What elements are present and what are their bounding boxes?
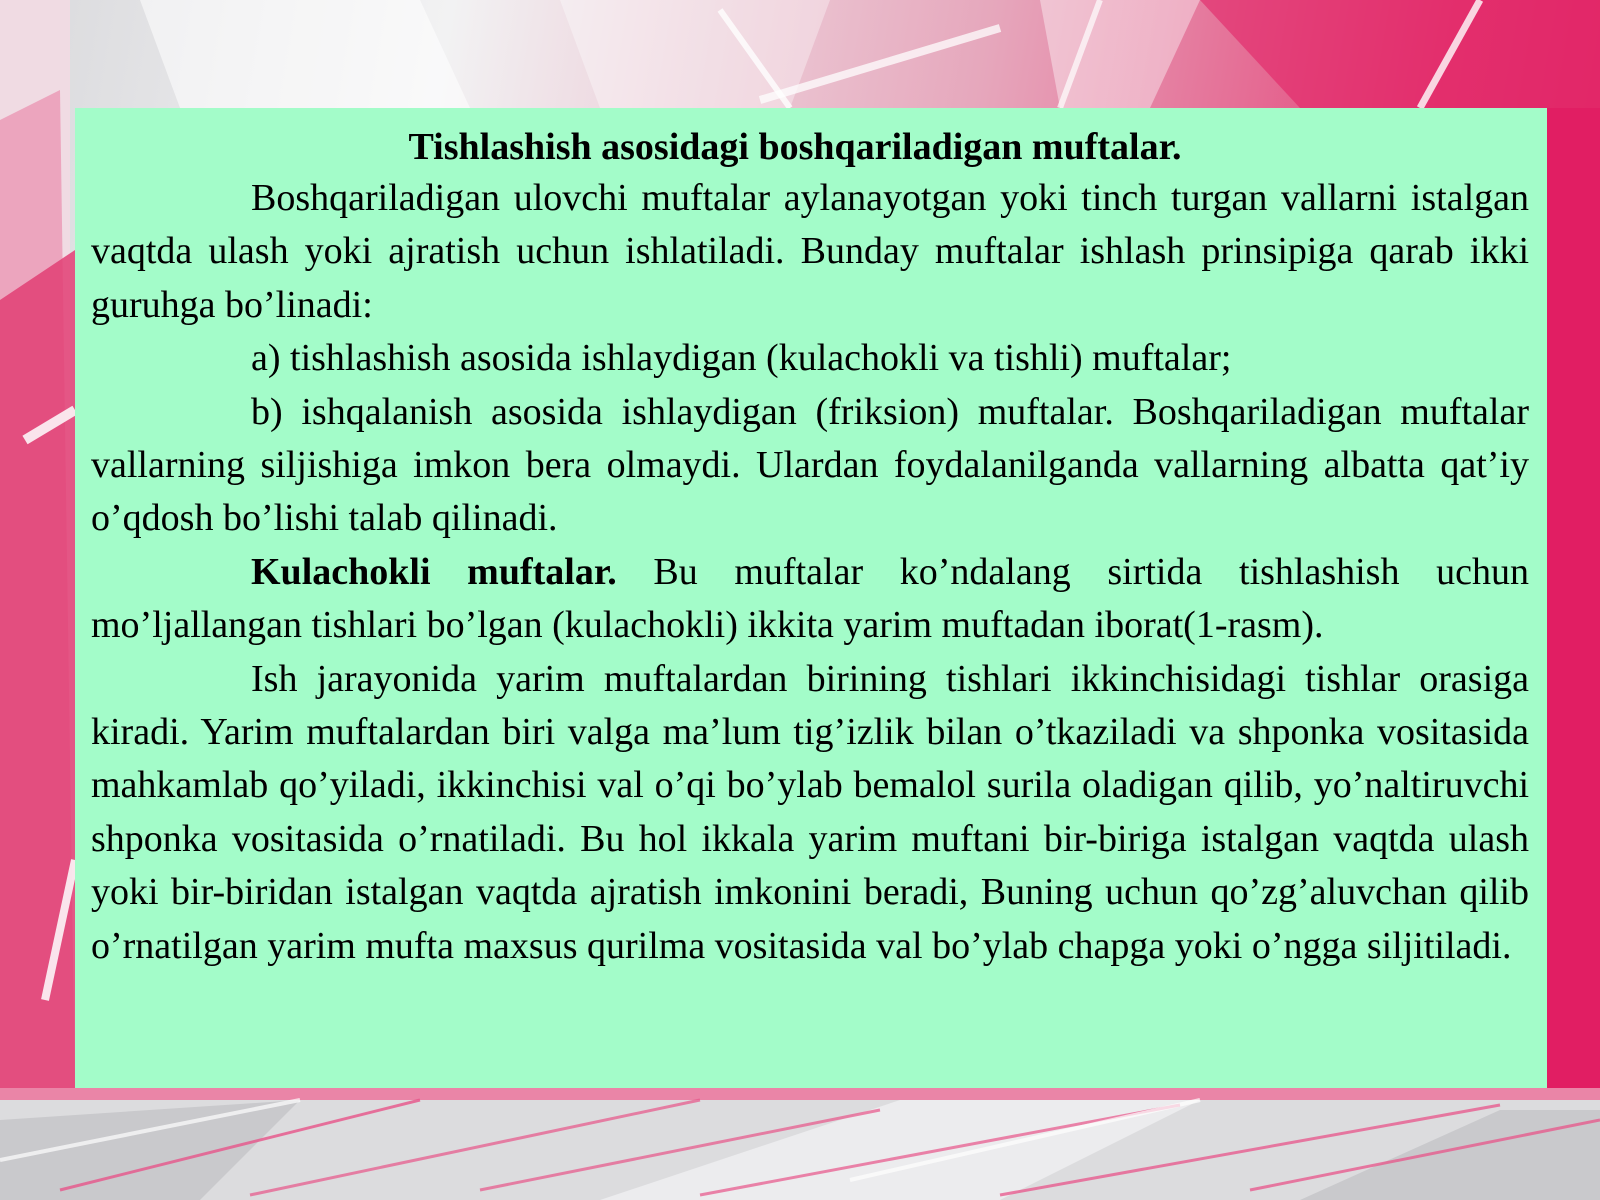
list-item-a: a) tishlashish asosida ishlaydigan (kulachokli va tishli) muftalar; (251, 337, 1232, 380)
document-title: Tishlashish asosidagi boshqariladigan muftalar. (408, 126, 1182, 168)
paragraph-friction: b) ishqalanish asosida ishlaydigan (friksion) muftalar. Boshqariladigan muftalar vallarning siljishiga imkon bera olmaydi. Ulardan foydalanilganda vallarning albatta qat’iy o’qdosh bo’lishi talab qilinadi. (91, 390, 1529, 540)
paragraph-claw-couplings-text: Bu muftalar ko’ndalang sirtida tishlashish uchun mo’ljallangan tishlari bo’lgan (kulachokli) ikkita yarim muftadan iborat(1-rasm). (91, 550, 1530, 647)
paragraph-operation: Ish jarayonida yarim muftalardan birining tishlari ikkinchisidagi tishlar orasiga kiradi. Yarim muftalardan biri valga ma’lum tig’izlik bilan o’tkaziladi va shponka vositasida mahkamlab qo’yiladi, ikkinchisi val o’qi bo’ylab bemalol surila oladigan qilib, yo’naltiruvchi shponka vositasida o’rnatiladi. Bu hol ikkala yarim muftani bir-biriga istalgan vaqtda ulash yoki bir-biridan istalgan vaqtda ajratish imkonini beradi, Buning uchun qo’zg’aluvchan qilib o’rnatilgan yarim mufta maxsus qurilma vositasida val bo’ylab chapga yoki o’ngga siljitiladi. (91, 657, 1529, 967)
paragraph-intro: Boshqariladigan ulovchi muftalar aylanayotgan yoki tinch turgan vallarni istalgan vaqtda ulash yoki ajratish uchun ishlatiladi. Bunday muftalar ishlash prinsipiga qarab ikki guruhga bo’linadi: (91, 177, 1529, 326)
paragraph-claw-couplings (91, 546, 1529, 653)
paragraph-heading-claw-couplings: Kulachokli muftalar. (251, 550, 617, 593)
text-panel (75, 108, 1547, 1088)
